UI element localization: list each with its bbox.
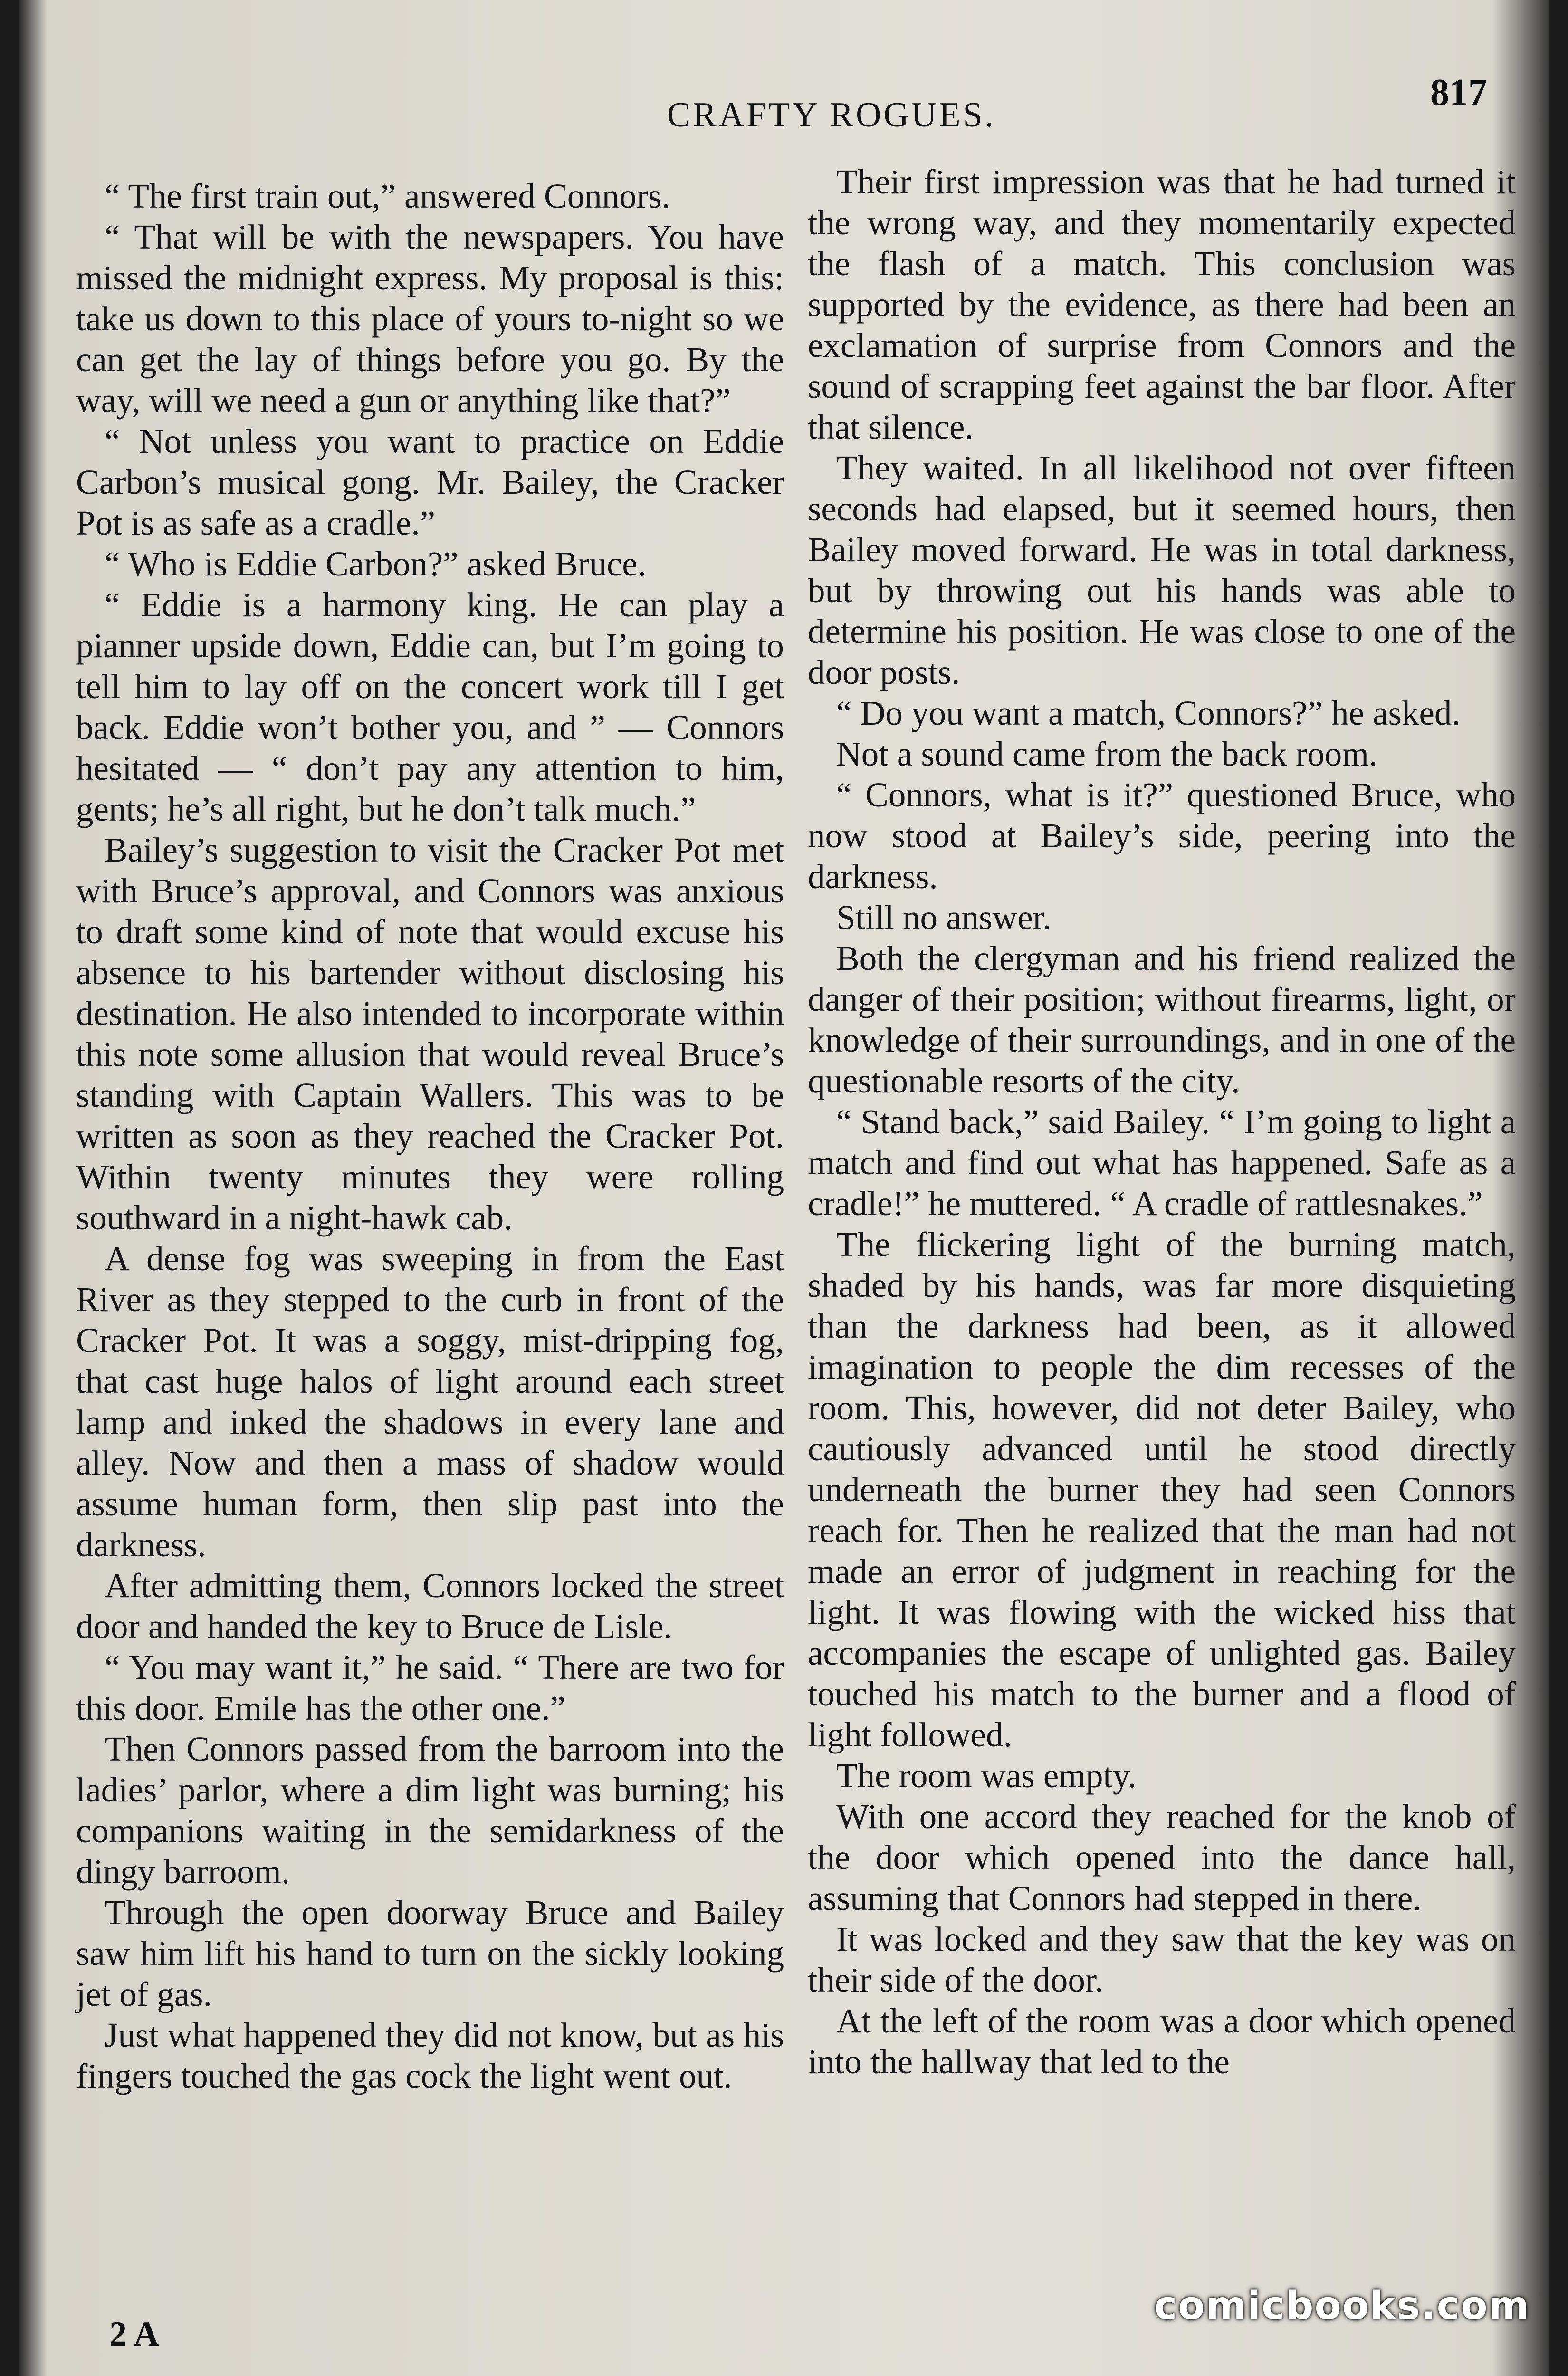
running-head: CRAFTY ROGUES. — [667, 96, 996, 134]
paragraph: “ Eddie is a harmony king. He can play a pianner upside down, Eddie can, but I’m going to tell him to lay off on the concert work till I get back. Eddie won’t bother you, and ” — Connors hesitated — “ don’t pay any attention to him, gents; he’s all right, but he don’t talk much.” — [76, 585, 784, 828]
paragraph: Bailey’s suggestion to visit the Cracker Pot met with Bruce’s approval, and Connors was anxious to draft some kind of note that would excuse his absence to his bartender without disclosing his destination. He also intended to incorporate within this note some allusion that would reveal Bruce’s standing with Captain Wallers. This was to be written as soon as they reached the Cracker Pot. Within twenty minutes they were rolling southward in a night-hawk cab. — [76, 831, 784, 1237]
magazine-page — [19, 0, 1549, 2376]
page-number: 817 — [1430, 72, 1487, 114]
paragraph: The flickering light of the burning match, shaded by his hands, was far more disquieting than the darkness had been, as it allowed imagination to people the dim recesses of the room. This, however, did not deter Bailey, who cautiously advanced until he stood directly underneath the burner they had seen Connors reach for. Then he realized that the man had not made an error of judgment in reaching for the light. It was flowing with the wicked hiss that accompanies the escape of unlighted gas. Bailey touched his match to the burner and a flood of light followed. — [808, 1225, 1516, 1754]
paragraph: “ The first train out,” answered Connors. — [105, 177, 670, 215]
paragraph: “ Connors, what is it?” questioned Bruce, who now stood at Bailey’s side, peering into the darkness. — [808, 776, 1516, 896]
paragraph: Still no answer. — [836, 898, 1052, 937]
paragraph: Then Connors passed from the barroom into the ladies’ parlor, where a dim light was burning; his companions waiting in the semidarkness of the dingy barroom. — [76, 1730, 784, 1891]
paragraph: Both the clergyman and his friend realized the danger of their position; without firearms, light, or knowledge of their surroundings, and in one of the questionable resorts of the city. — [808, 939, 1516, 1100]
paragraph: They waited. In all likelihood not over fifteen seconds had elapsed, but it seemed hours, then Bailey moved forward. He was in total darkness, but by throwing out his hands was able to determine his position. He was close to one of the door posts. — [808, 449, 1516, 691]
paragraph: Through the open doorway Bruce and Bailey saw him lift his hand to turn on the sickly looking jet of gas. — [76, 1893, 784, 2013]
paragraph: “ Not unless you want to practice on Eddie Carbon’s musical gong. Mr. Bailey, the Cracker Pot is as safe as a cradle.” — [76, 422, 784, 542]
paragraph: A dense fog was sweeping in from the East River as they stepped to the curb in front of the Cracker Pot. It was a soggy, mist-dripping fog, that cast huge halos of light around each street lamp and inked the shadows in every lane and alley. Now and then a mass of shadow would assume human form, then slip past into the darkness. — [76, 1239, 784, 1564]
signature-mark: 2 A — [109, 2315, 159, 2354]
paragraph: At the left of the room was a door which opened into the hallway that led to the — [808, 2002, 1516, 2081]
paragraph: “ Do you want a match, Connors?” he asked. — [836, 694, 1461, 732]
paragraph: “ Stand back,” said Bailey. “ I’m going to light a match and find out what has happened. Safe as a cradle!” he muttered. “ A cradle of rattlesnakes.” — [808, 1102, 1516, 1223]
left-column — [76, 176, 784, 2097]
paragraph: “ You may want it,” he said. “ There are two for this door. Emile has the other one.” — [76, 1648, 784, 1727]
paragraph: Not a sound came from the back room. — [836, 735, 1378, 773]
paragraph: Just what happened they did not know, but as his fingers touched the gas cock the light went out. — [76, 2016, 784, 2095]
paragraph: It was locked and they saw that the key was on their side of the door. — [808, 1920, 1516, 1999]
paragraph: After admitting them, Connors locked the street door and handed the key to Bruce de Lisle. — [76, 1566, 784, 1646]
paragraph: “ That will be with the newspapers. You have missed the midnight express. My proposal is this: take us down to this place of yours to-night so we can get the lay of things before you go. By the way, will we need a gun or anything like that?” — [76, 218, 784, 420]
paragraph: The room was empty. — [836, 1756, 1137, 1795]
paragraph: “ Who is Eddie Carbon?” asked Bruce. — [105, 545, 646, 583]
paragraph: With one accord they reached for the knob of the door which opened into the dance hall, assuming that Connors had stepped in there. — [808, 1797, 1516, 1917]
paragraph: Their first impression was that he had turned it the wrong way, and they momentarily expected the flash of a match. This conclusion was supported by the evidence, as there had been an exclamation of surprise from Connors and the sound of scrapping feet against the bar floor. After that silence. — [808, 163, 1516, 446]
right-column — [808, 162, 1516, 2082]
watermark: comicbooks.com — [1154, 2283, 1530, 2328]
